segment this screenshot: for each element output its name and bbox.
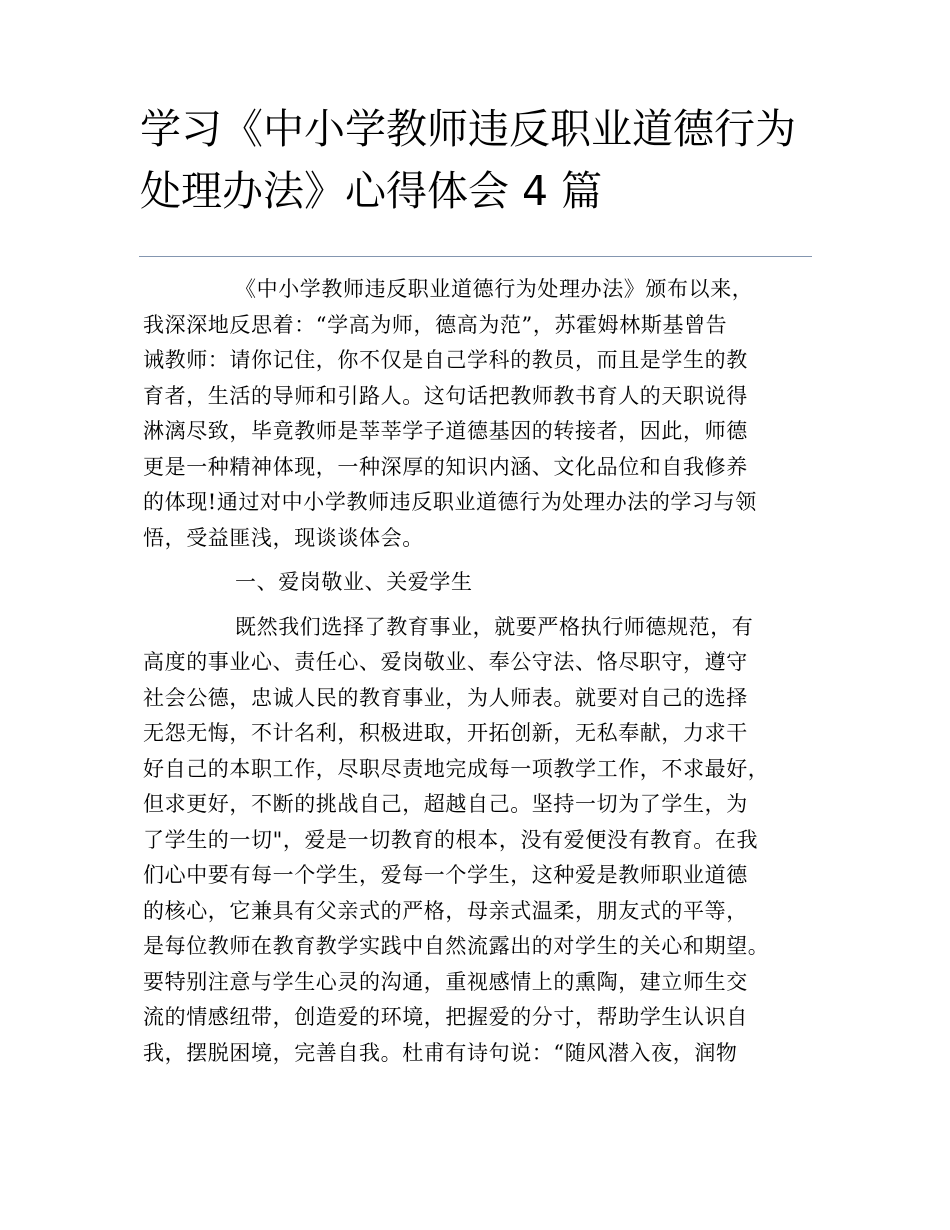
paragraph-line: 高度的事业心、责任心、爱岗敬业、奉公守法、恪尽职守，遵守 [143, 650, 748, 674]
paragraph-line: 《中小学教师违反职业道德行为处理办法》颁布以来， [235, 277, 754, 301]
paragraph-line: 们心中要有每一个学生，爱每一个学生，这种爱是教师职业道德 [143, 863, 748, 887]
paragraph-line: 流的情感纽带，创造爱的环境，把握爱的分寸，帮助学生认识自 [143, 1005, 748, 1029]
paragraph-line: 的体现!通过对中小学教师违反职业道德行为处理办法的学习与领 [143, 490, 757, 514]
paragraph-line: 我深深地反思着：“学高为师，德高为范”，苏霍姆林斯基曾告 [143, 312, 728, 337]
paragraph-line: 悟，受益匪浅，现谈谈体会。 [143, 525, 424, 550]
paragraph-line: 更是一种精神体现，一种深厚的知识内涵、文化品位和自我修养 [143, 454, 748, 479]
paragraph-line: 好自己的本职工作，尽职尽责地完成每一项教学工作，不求最好， [143, 756, 770, 781]
paragraph-line: 淋漓尽致，毕竟教师是莘莘学子道德基因的转接者，因此，师德 [143, 419, 748, 443]
paragraph-line: 无怨无悔，不计名利，积极进取，开拓创新，无私奉献，力求干 [143, 721, 748, 745]
paragraph-line: 既然我们选择了教育事业，就要严格执行师德规范，有 [235, 614, 754, 639]
paragraph-line: 了学生的一切"，爱是一切教育的根本，没有爱便没有教育。在我 [143, 827, 759, 852]
document-body [143, 272, 833, 1107]
title-divider [139, 256, 812, 257]
paragraph-line [143, 1071, 833, 1107]
document-title: 学习《中小学教师违反职业道德行为 处理办法》心得体会 4 篇 [140, 105, 796, 215]
paragraph-line: 育者，生活的导师和引路人。这句话把教师教书育人的天职说得 [143, 383, 748, 408]
paragraph-line: 要特别注意与学生心灵的沟通，重视感情上的熏陶，建立师生交 [143, 969, 748, 994]
paragraph-line: 是每位教师在教育教学实践中自然流露出的对学生的关心和期望。 [143, 934, 770, 958]
section-heading: 一、爱岗敬业、关爱学生 [235, 570, 473, 594]
paragraph-line: 的核心，它兼具有父亲式的严格，母亲式温柔，朋友式的平等， [143, 898, 748, 923]
paragraph-line: 社会公德，忠诚人民的教育事业，为人师表。就要对自己的选择 [143, 685, 748, 710]
paragraph-line: 我，摆脱困境，完善自我。杜甫有诗句说：“随风潜入夜，润物 [143, 1040, 738, 1065]
paragraph-line: 但求更好，不断的挑战自己，超越自己。坚持一切为了学生，为 [143, 792, 748, 816]
paragraph-line: 诫教师：请你记住，你不仅是自己学科的教员，而且是学生的教 [143, 348, 748, 372]
